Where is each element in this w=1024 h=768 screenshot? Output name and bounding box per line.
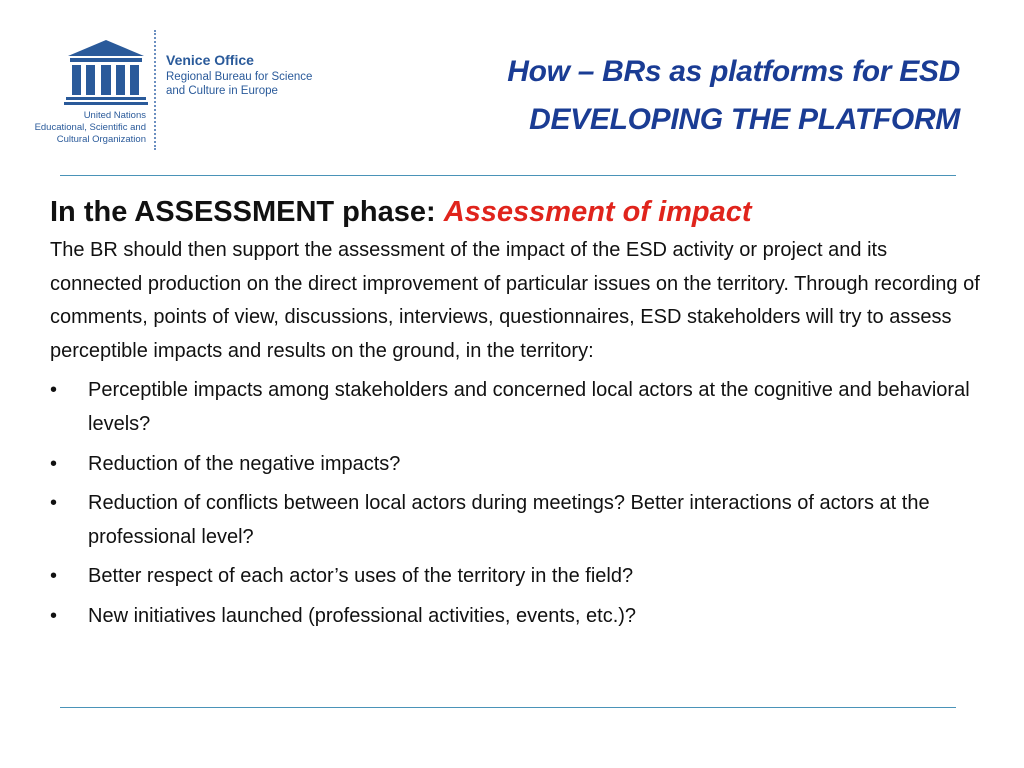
office-subtitle-line: Regional Bureau for Science bbox=[166, 71, 313, 83]
bullet-icon: • bbox=[50, 604, 58, 627]
logo-org-name bbox=[28, 110, 146, 146]
list-item-text: Better respect of each actor’s uses of the territory in the field? bbox=[88, 565, 634, 588]
unesco-logo bbox=[28, 30, 328, 150]
list-item bbox=[50, 448, 980, 482]
slide-title-line-1: How – BRs as platforms for ESD bbox=[507, 55, 960, 88]
heading-emphasis: Assessment of impact bbox=[443, 196, 752, 228]
list-item-text: Reduction of conflicts between local actors during meetings? Better interactions of actors at the professional level? bbox=[88, 492, 930, 548]
office-title: Venice Office bbox=[166, 52, 254, 68]
office-subtitle bbox=[166, 70, 312, 98]
bullet-icon: • bbox=[50, 452, 58, 475]
list-item bbox=[50, 560, 980, 594]
logo-org-line: Cultural Organization bbox=[56, 134, 146, 145]
list-item-text: Perceptible impacts among stakeholders and concerned local actors at the cognitive and behavioral levels? bbox=[88, 379, 970, 435]
bullet-icon: • bbox=[50, 379, 58, 402]
logo-org-line: Educational, Scientific and bbox=[34, 122, 146, 133]
list-item bbox=[50, 600, 980, 634]
slide-title-line-2: DEVELOPING THE PLATFORM bbox=[529, 103, 960, 136]
office-subtitle-line: and Culture in Europe bbox=[166, 85, 278, 97]
bottom-divider bbox=[60, 707, 956, 708]
office-label bbox=[166, 52, 312, 98]
logo-divider bbox=[154, 30, 156, 150]
slide-content bbox=[50, 192, 980, 640]
list-item-text: Reduction of the negative impacts? bbox=[88, 452, 401, 475]
top-divider bbox=[60, 175, 956, 176]
list-item bbox=[50, 374, 980, 441]
logo-org-line: United Nations bbox=[83, 110, 146, 121]
slide-title bbox=[507, 48, 960, 144]
bullet-icon: • bbox=[50, 492, 58, 515]
bullet-list bbox=[50, 374, 980, 633]
bullet-icon: • bbox=[50, 565, 58, 588]
unesco-temple-icon bbox=[64, 38, 148, 106]
heading-prefix: In the ASSESSMENT phase: bbox=[50, 196, 444, 228]
list-item-text: New initiatives launched (professional activities, events, etc.)? bbox=[88, 604, 637, 627]
section-heading bbox=[50, 192, 980, 232]
body-paragraph: The BR should then support the assessment of the impact of the ESD activity or project and its connected production on the direct improvement of particular issues on the territory. Through recording of comments, points of view, discussions, interviews, questionnaires, ESD stakeholders will try to assess perceptible impacts and results on the ground, in the territory: bbox=[50, 239, 980, 362]
list-item bbox=[50, 487, 980, 554]
